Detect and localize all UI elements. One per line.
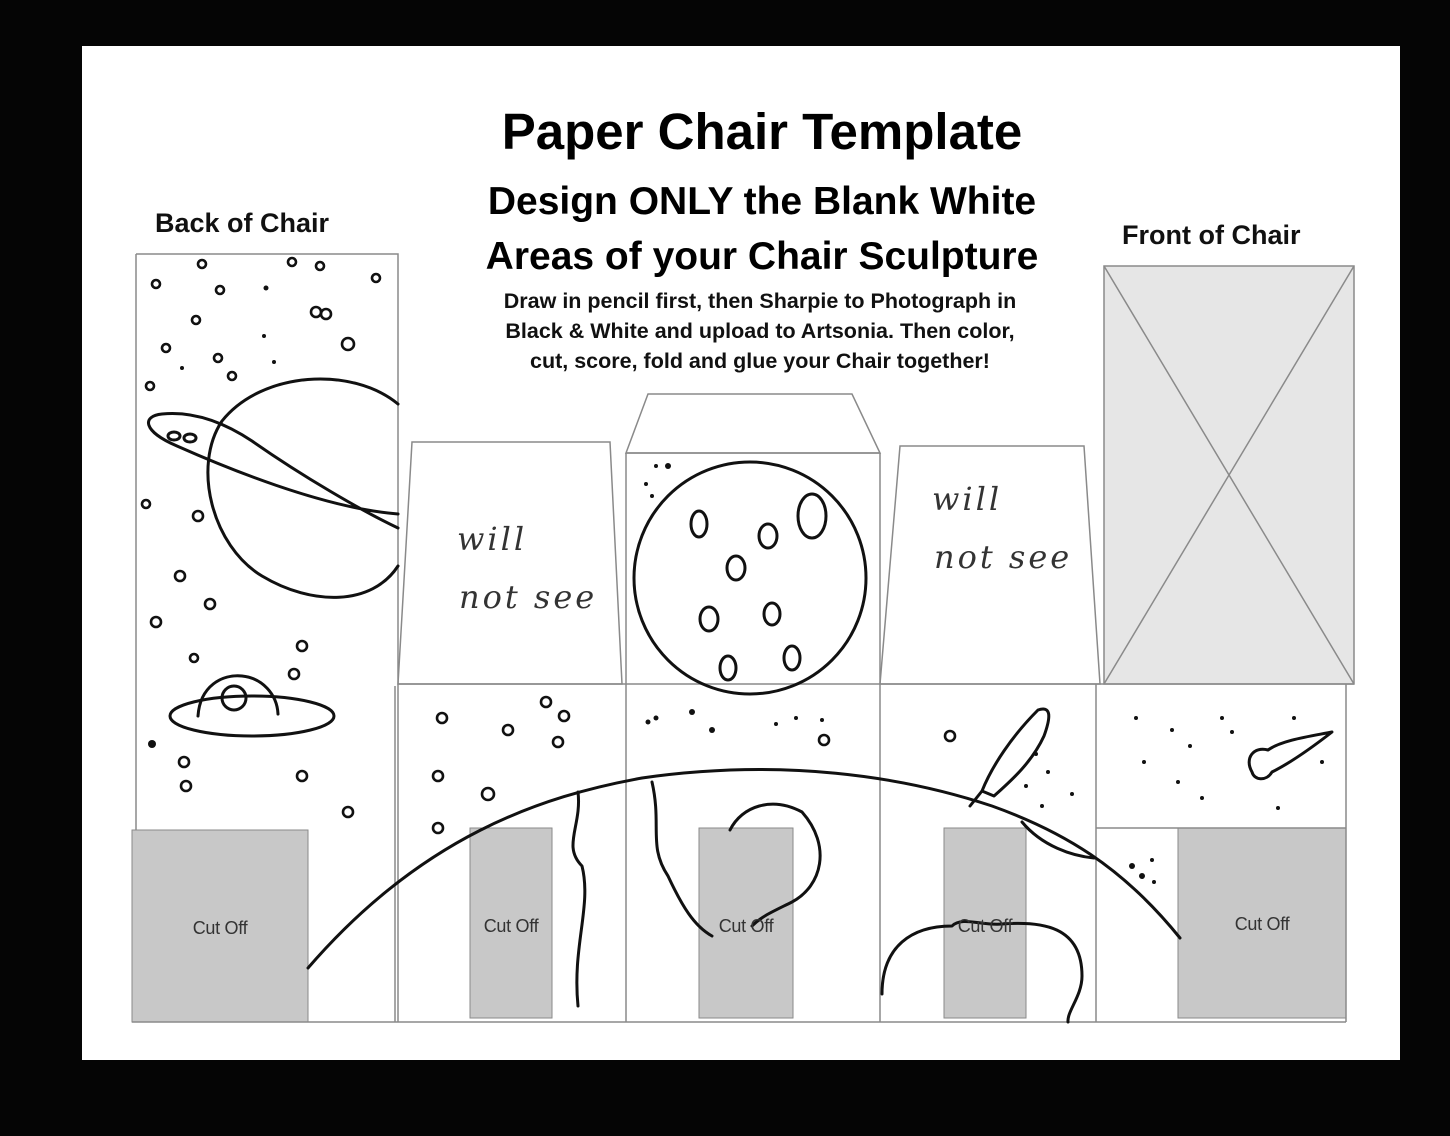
front-of-chair-label: Front of Chair: [1122, 220, 1301, 250]
dot: [1024, 784, 1028, 788]
dot: [1200, 796, 1204, 800]
star: [945, 731, 955, 741]
star: [179, 757, 189, 767]
dot: [774, 722, 778, 726]
planet-ring: [148, 413, 398, 528]
dot: [1152, 880, 1156, 884]
moon: [634, 462, 866, 694]
dot: [148, 740, 156, 748]
dot: [1070, 792, 1074, 796]
star: [297, 641, 307, 651]
star: [482, 788, 494, 800]
star: [559, 711, 569, 721]
handwriting-left-line-2: not see: [459, 578, 598, 616]
template-sheet: [82, 46, 1400, 1060]
page-subtitle: [422, 174, 1102, 284]
asteroid: [1249, 732, 1332, 779]
star: [541, 697, 551, 707]
star: [198, 260, 206, 268]
star: [342, 338, 354, 350]
handwriting-right-line-2: not see: [934, 538, 1073, 576]
dot: [689, 709, 695, 715]
earth-continent-1: [573, 792, 585, 1006]
dot: [262, 334, 266, 338]
star: [162, 344, 170, 352]
star: [228, 372, 236, 380]
ringed-planet: [208, 379, 398, 597]
dot: [820, 718, 824, 722]
ring-spot-1: [168, 432, 180, 440]
cut-off-label-1: Cut Off: [192, 918, 248, 938]
dot: [1170, 728, 1174, 732]
dot: [1276, 806, 1280, 810]
star: [216, 286, 224, 294]
star: [142, 500, 150, 508]
star: [288, 258, 296, 266]
star: [181, 781, 191, 791]
dot: [665, 463, 671, 469]
star: [433, 771, 443, 781]
star: [151, 617, 161, 627]
cut-off-label-5: Cut Off: [1234, 914, 1290, 934]
cut-off-label-3: Cut Off: [718, 916, 774, 936]
dot: [1129, 863, 1135, 869]
dot: [264, 286, 269, 291]
handwriting-right-line-1: will: [932, 480, 1003, 518]
cut-off-label-2: Cut Off: [483, 916, 539, 936]
rocket: [982, 709, 1049, 796]
star: [297, 771, 307, 781]
star: [175, 571, 185, 581]
dot: [1142, 760, 1146, 764]
star: [192, 316, 200, 324]
dot: [1139, 873, 1145, 879]
dot: [654, 716, 659, 721]
moon-crater-6: [720, 656, 736, 680]
instructions: [430, 286, 1090, 376]
dot: [1034, 752, 1038, 756]
star: [190, 654, 198, 662]
dot: [1220, 716, 1224, 720]
subtitle-line-1: Design ONLY the Blank White: [487, 180, 1037, 223]
dot: [1046, 770, 1050, 774]
dot: [646, 720, 651, 725]
star: [343, 807, 353, 817]
star: [193, 511, 203, 521]
star: [433, 823, 443, 833]
instructions-line-2: Black & White and upload to Artsonia. Then color,: [505, 319, 1015, 343]
dot: [1188, 744, 1192, 748]
instructions-line-1: Draw in pencil first, then Sharpie to Photograph in: [503, 289, 1017, 313]
earth-continent-5: [1022, 822, 1094, 858]
star: [321, 309, 331, 319]
cut-off-label-4: Cut Off: [957, 916, 1013, 936]
dot: [644, 482, 648, 486]
instructions-line-3: cut, score, fold and glue your Chair together!: [530, 349, 990, 373]
moon-crater-8: [798, 494, 826, 538]
star: [214, 354, 222, 362]
ring-spot-2: [184, 434, 196, 442]
star: [819, 735, 829, 745]
left-side-tab: [398, 442, 622, 684]
star: [146, 382, 154, 390]
star: [205, 599, 215, 609]
star: [152, 280, 160, 288]
star: [372, 274, 380, 282]
star: [316, 262, 324, 270]
star: [503, 725, 513, 735]
moon-crater-4: [700, 607, 718, 631]
star: [289, 669, 299, 679]
handwriting-left-line-1: will: [457, 520, 528, 558]
star: [437, 713, 447, 723]
moon-crater-7: [784, 646, 800, 670]
back-of-chair-label: Back of Chair: [155, 208, 330, 238]
dot: [654, 464, 658, 468]
dot: [1040, 804, 1044, 808]
dot: [1176, 780, 1180, 784]
moon-crater-2: [759, 524, 777, 548]
dot: [709, 727, 715, 733]
dot: [794, 716, 798, 720]
dot: [1230, 730, 1234, 734]
dot: [1320, 760, 1324, 764]
star: [311, 307, 321, 317]
dot: [650, 494, 654, 498]
moon-crater-3: [727, 556, 745, 580]
page-title: Paper Chair Template: [501, 103, 1023, 160]
seat-top-tab: [626, 394, 880, 453]
dot: [180, 366, 184, 370]
dot: [1292, 716, 1296, 720]
subtitle-line-2: Areas of your Chair Sculpture: [485, 235, 1039, 278]
moon-crater-5: [764, 603, 780, 625]
star: [553, 737, 563, 747]
dot: [272, 360, 276, 364]
dot: [1134, 716, 1138, 720]
ufo-saucer: [170, 696, 334, 736]
dot: [1150, 858, 1154, 862]
moon-crater-1: [691, 511, 707, 537]
